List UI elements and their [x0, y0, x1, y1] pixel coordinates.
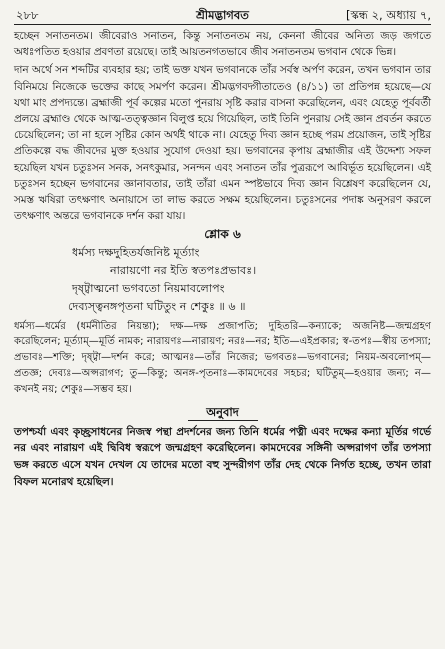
chapter-reference: [স্কন্ধ ২, অধ্যায় ৭,	[346, 8, 431, 22]
page-header	[14, 6, 431, 25]
sanskrit-verse	[14, 244, 431, 316]
purport-paragraph-2: দান অর্থে সন শব্দটির ব্যবহার হয়; তাই ভক্ত যখন ভগবানকে তাঁর সর্বস্ব অর্পণ করেন, তখন ভগবান তার বিনিময়ে নিজেকে ভক্তের কাছে সমর্পণ করেন। শ্রীমদ্ভগবদ্গীতাতেও (৪/১১) তা প্রতিপন্ন হয়েছে—যে যথা মাং প্রপদ্যন্তে। ব্রহ্মাজী পূর্ব কল্পের মতো পুনরায় সৃষ্টি করার বাসনা করেছিলেন, এবং যেহেতু পূর্ববর্তী প্রলয়ে ব্রহ্মাণ্ড থেকে আত্ম-তত্ত্বজ্ঞান বিলুপ্ত হয়ে গিয়েছিল, তাই তিনি পুনরায় সেই জ্ঞান প্রবর্তন করতে চেয়েছিলেন; তা না হলে সৃষ্টির কোন অর্থই থাকে না। যেহেতু দিব্য জ্ঞান হচ্ছে পরম প্রয়োজন, তাই সৃষ্টির প্রতিকল্পে বদ্ধ জীবদের মুক্ত হওয়ার সুযোগ দেওয়া হয়। ভগবানের কৃপায় ব্রহ্মাজীর এই উদ্দেশ্য সফল হয়েছিল যখন চতুঃসন সনক, সনৎকুমার, সনন্দন এবং সনাতন তাঁর পুত্ররূপে আবির্ভূত হয়েছিলেন। এই চতুঃসন হচ্ছেন ভগবানের জ্ঞানাবতার, তাই তাঁরা এমন স্পষ্টভাবে দিব্য জ্ঞান বিশ্লেষণ করেছিলেন যে, সমস্ত ঋষিরা তৎক্ষণাৎ অনায়াসে তা লাভ করতে সক্ষম হয়েছিলেন। চতুঃসনের পদাঙ্ক অনুসরণ করলে তৎক্ষণাৎ অন্তরে ভগবানকে দর্শন করা যায়।	[14, 64, 431, 223]
verse-line-4: দেব্যস্ত্বনঙ্গপৃতনা ঘটিতুং ন শেকুঃ ॥ ৬ ॥	[68, 299, 246, 313]
word-synonyms: ধর্মস্য—ধর্মের (ধর্মনীতির নিয়ন্তা); দক্ষ—দক্ষ প্রজাপতি; দুহিতরি—কন্যাকে; অজনিষ্ট—জন্মগ্রহণ করেছিলেন; মূর্ত্যাম্—মূর্তি নামক; নারায়ণঃ—নারায়ণ; নরঃ—নর; ইতি—এইপ্রকার; স্ব-তপঃ—স্বীয় তপস্যা; প্রভাবঃ—শক্তি; দৃষ্ট্বা—দর্শন করে; আত্মনঃ—তাঁর নিজের; ভগবতঃ—ভগবানের; নিয়ম-অবলোপম্—প্রতজ্ঞ; দেব্যঃ—অপ্সরাগণ; তু—কিন্তু; অনঙ্গ-পৃতনাঃ—কামদেবের সহচর; ঘটিতুম্—হওয়ার জন্য; ন—কখনই নয়; শেকুঃ—সম্ভব হয়।	[14, 320, 431, 395]
verse-line-3: দৃষ্ট্বাত্মনো ভগবতো নিয়মাবলোপং	[72, 281, 225, 295]
verse-line-1: ধর্মস্য দক্ষদুহিতর্যজনিষ্ট মূর্ত্যাং	[72, 245, 200, 259]
page-number: ২৮৮	[16, 8, 39, 22]
sloka-heading: শ্লোক ৬	[204, 227, 241, 242]
book-title: শ্রীমদ্ভাগবত	[196, 8, 249, 22]
translation-heading: অনুবাদ	[188, 404, 258, 421]
purport-paragraph-1: হচ্ছেন সনাতনতম। জীবেরাও সনাতন, কিন্তু সনাতনতম নয়, কেননা জীবের অনিত্য জড় জগতে অধঃপতিত হওয়ার প্রবণতা রয়েছে। তাই আয়তনগতভাবে জীব সনাতনতম ভগবান থেকে ভিন্ন।	[14, 30, 431, 59]
verse-line-2: নারায়ণো নর ইতি স্বতপঃপ্রভাবঃ।	[110, 263, 257, 277]
translation-text: তপশ্চর্যা এবং কৃচ্ছ্রসাধনের নিজস্ব পন্থা প্রদর্শনের জন্য তিনি ধর্মের পত্নী এবং দক্ষের কন্যা মূর্তির গর্ভে নর এবং নারায়ণ এই দ্বিবিধ স্বরূপে জন্মগ্রহণ করেছিলেন। কামদেবের সঙ্গিনী অপ্সরাগণ তাঁর তপস্যা ভঙ্গ করতে এসে যখন দেখল যে তাদের মতো বহু সুন্দরীগণ তাঁর দেহ থেকে নির্গত হচ্ছে, তখন তারা বিফল মনোরথ হয়েছিল।	[14, 425, 431, 488]
page-body	[14, 28, 431, 492]
